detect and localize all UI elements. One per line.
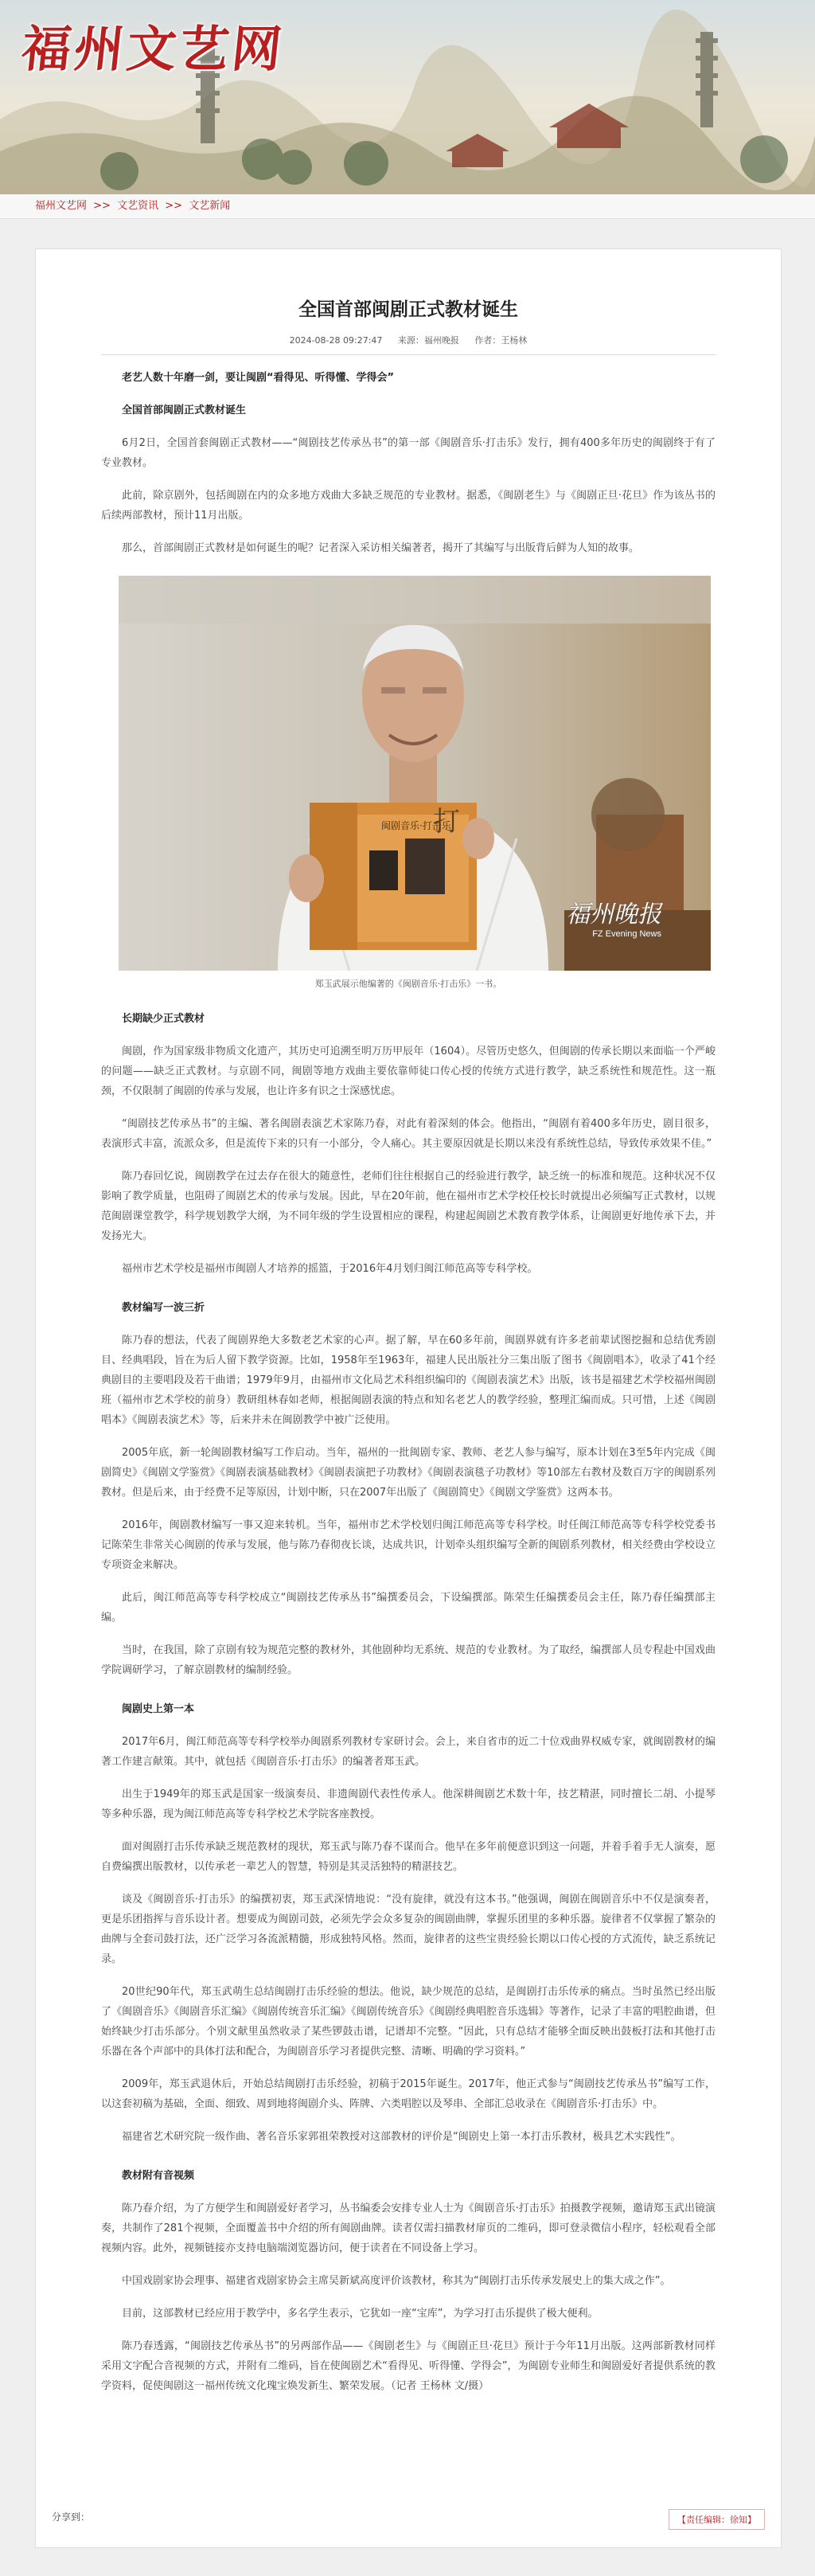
share-label: 分享到： (52, 2512, 91, 2523)
article-paragraph: 谈及《闽剧音乐·打击乐》的编撰初衷，郑玉武深情地说：“没有旋律，就没有这本书。”他强调，闽剧在闽剧音乐中不仅是演奏者，更是乐团指挥与音乐设计者。想要成为闽剧司鼓，必须先学会众多复杂的闽剧曲牌，掌握乐团里的多种乐器。旋律者不仅掌握了繁杂的曲牌与全套司鼓打法，还广泛学习各流派精髓，形成独特风格。然而，旋律者的这些宝贵经验长期以口传心授的方式流传，缺乏系统记录。 (101, 1894, 716, 1965)
article-source: 来源：福州晚报 (397, 335, 459, 346)
photo-watermark (566, 894, 661, 939)
article-photo (119, 576, 711, 971)
article-paragraph: 此后，闽江师范高等专科学校成立“闽剧技艺传承丛书”编撰委员会，下设编撰部。陈荣生任编撰委员会主任，陈乃春任编撰部主编。 (101, 1592, 716, 1624)
article-paragraph: 陈乃春透露，“闽剧技艺传承丛书”的另两部作品——《闽剧老生》与《闽剧正旦·花旦》预计于今年11月出版。这两部新教材同样采用文字配合音视频的方式，并附有二维码，旨在使闽剧艺术“看得见、听得懂、学得会”，为闽剧专业师生和闽剧爱好者提供系统的教学资料，促使闽剧这一福州传统文化瑰宝焕发新生、繁荣发展。（记者 王杨林 文/摄） (101, 2340, 716, 2392)
article-paragraph: 当时，在我国，除了京剧有较为规范完整的教材外，其他剧种均无系统、规范的专业教材。为了取经，编撰部人员专程赴中国戏曲学院调研学习，了解京剧教材的编制经验。 (101, 1644, 716, 1676)
section-heading: 教材附有音视频 (122, 2170, 195, 2182)
article-paragraph: 6月2日，全国首套闽剧正式教材——“闽剧技艺传承丛书”的第一部《闽剧音乐·打击乐》发行，拥有400多年历史的闽剧终于有了专业教材。 (101, 437, 716, 469)
article-subtitle: 老艺人数十年磨一剑，要让闽剧“看得见、听得懂、学得会” (122, 372, 395, 384)
svg-text:打: 打 (433, 806, 460, 838)
breadcrumb-news-link[interactable]: 文艺资讯 (117, 200, 159, 212)
section-heading: 教材编写一波三折 (122, 1302, 205, 1314)
site-logo[interactable]: 福州文艺网 (18, 20, 288, 78)
breadcrumb-separator: >> (93, 200, 111, 212)
article-title: 全国首部闽剧正式教材诞生 (298, 299, 518, 320)
article-paragraph: 2005年底，新一轮闽剧教材编写工作启动。当年，福州的一批闽剧专家、教师、老艺人参与编写，原本计划在3至5年内完成《闽剧简史》《闽剧文学鉴赏》《闽剧表演基础教材》《闽剧表演把子功教材》《闽剧表演毯子功教材》等10部左右教材及数百万字的闽剧系列教材。但是后来，由于经费不足等原因，计划中断，只在2007年出版了《闽剧简史》《闽剧文学鉴赏》这两本书。 (101, 1447, 716, 1499)
article-date: 2024-08-28 09:27:47 (289, 335, 383, 346)
article-paragraph: 20世纪90年代，郑玉武萌生总结闽剧打击乐经验的想法。他说，缺少规范的总结，是闽剧打击乐传承的痛点。当时虽然已经出版了《闽剧音乐》《闽剧音乐汇编》《闽剧传统音乐汇编》《闽剧传统音乐》《闽剧经典唱腔音乐选辑》等著作，记录了丰富的唱腔曲谱，但始终缺少打击乐部分。个别文献里虽然收录了某些锣鼓击谱，记谱却不完整。“因此，只有总结才能够全面反映出鼓板打法和其他打击乐器在各个声部中的具体打法和配合，为闽剧音乐学习者提供完整、清晰、明确的学习资料。” (101, 1986, 716, 2058)
article-paragraph: 目前，这部教材已经应用于教学中，多名学生表示，它犹如一座“宝库”，为学习打击乐提供了极大便利。 (122, 2308, 599, 2320)
breadcrumb-home-link[interactable]: 福州文艺网 (35, 200, 88, 212)
article-panel (35, 248, 782, 2548)
breadcrumb-art-news-link[interactable]: 文艺新闻 (189, 200, 231, 212)
article-paragraph: 2009年，郑玉武退休后，开始总结闽剧打击乐经验，初稿于2015年诞生。2017年，他正式参与“闽剧技艺传承丛书”编写工作，以这套初稿为基础，全面、细致、周到地将闽剧介头、阵牌、六类唱腔以及琴串、全部汇总收录在《闽剧音乐·打击乐》中。 (101, 2078, 716, 2110)
article-paragraph: 中国戏剧家协会理事、福建省戏剧家协会主席吴新斌高度评价该教材，称其为“闽剧打击乐传承发展史上的集大成之作”。 (122, 2275, 671, 2287)
article-meta (101, 334, 716, 346)
article-paragraph: 出生于1949年的郑玉武是国家一级演奏员、非遗闽剧代表性传承人。他深耕闽剧艺术数十年，技艺精湛，同时擅长二胡、小提琴等多种乐器，现为闽江师范高等专科学校艺术学院客座教授。 (101, 1788, 716, 1820)
photo-watermark-text: FZ Evening News (592, 929, 661, 939)
article-lead-heading: 全国首部闽剧正式教材诞生 (122, 405, 247, 416)
article-paragraph: 面对闽剧打击乐传承缺乏规范教材的现状，郑玉武与陈乃春不谋而合。他早在多年前便意识到这一问题，并着手着手无人演奏，愿自费编撰出版教材，以传承老一辈艺人的智慧，特别是其灵活独特的精湛技艺。 (101, 1841, 716, 1873)
svg-text:闽剧音乐·打击乐: 闽剧音乐·打击乐 (381, 820, 451, 831)
site-banner (0, 0, 815, 194)
section-heading: 长期缺少正式教材 (122, 1013, 205, 1025)
breadcrumb (0, 194, 815, 219)
article-paragraph: 陈乃春回忆说，闽剧教学在过去存在很大的随意性，老师们往往根据自己的经验进行教学，缺乏统一的标准和规范。这种状况不仅影响了教学质量，也阻碍了闽剧艺术的传承与发展。因此，早在20年前，他在福州市艺术学校任校长时就提出必须编写正式教材，以规范闽剧课堂教学，科学规划教学大纲，为不同年级的学生设置相应的课程，构建起闽剧艺术教育教学体系，让闽剧更好地传承下去，并发扬光大。 (101, 1171, 716, 1242)
photo-watermark-logo: 福州晚报 (566, 901, 661, 928)
breadcrumb-separator: >> (165, 200, 183, 212)
article-sections (101, 990, 716, 2396)
article-paragraph: 闽剧，作为国家级非物质文化遗产，其历史可追溯至明万历甲辰年（1604）。尽管历史悠久，但闽剧的传承长期以来面临一个严峻的问题——缺乏正式教材。与京剧不同，闽剧等地方戏曲主要依靠师徒口传心授的传统方式进行教学，缺乏系统性和规范性。这一瓶颈，不仅限制了闽剧的传承与发展，也让许多有识之士深感忧虑。 (101, 1046, 716, 1097)
article-paragraph: 陈乃春介绍，为了方便学生和闽剧爱好者学习，丛书编委会安排专业人士为《闽剧音乐·打击乐》拍摄教学视频，邀请郑玉武出镜演奏，共制作了281个视频，全面覆盖书中介绍的所有闽剧曲牌。读者仅需扫描教材扉页的二维码，即可登录微信小程序，轻松观看全部视频内容。此外，视频链接亦支持电脑端浏览器访问，便于读者在不同设备上学习。 (101, 2203, 716, 2254)
article-paragraph: 福建省艺术研究院一级作曲、著名音乐家郭祖荣教授对这部教材的评价是“闽剧史上第一本打击乐教材，极具艺术实践性”。 (122, 2131, 681, 2143)
article-paragraph: 陈乃春的想法，代表了闽剧界绝大多数老艺术家的心声。据了解，早在60多年前，闽剧界就有许多老前辈试图挖掘和总结优秀剧目、经典唱段，旨在为后人留下教学资源。比如，1958年至1963年，福建人民出版社分三集出版了图书《闽剧唱本》，收录了41个经典剧目的主要唱段及若干曲谱；1979年9月，由福州市文化局艺术科组织编印的《闽剧表演艺术》出版，该书是福建艺术学校福州闽剧班（福州市艺术学校的前身）教研组林春如老师，根据闽剧表演的特点和知名老艺人的教学经验，整理汇编而成。只可惜，上述《闽剧唱本》《闽剧表演艺术》等，后来并未在闽剧教学中被广泛使用。 (101, 1335, 716, 1426)
article-paragraph: 此前，除京剧外，包括闽剧在内的众多地方戏曲大多缺乏规范的专业教材。据悉，《闽剧老生》与《闽剧正旦·花旦》作为该丛书的后续两部教材，预计11月出版。 (101, 490, 716, 522)
section-heading: 闽剧史上第一本 (122, 1703, 195, 1715)
article-paragraph: 2017年6月，闽江师范高等专科学校举办闽剧系列教材专家研讨会。会上，来自省市的近二十位戏曲界权威专家，就闽剧教材的编著工作建言献策。其中，就包括《闽剧音乐·打击乐》的编著者郑玉武。 (101, 1736, 716, 1768)
responsible-editor: 【责任编辑：徐知】 (669, 2509, 765, 2530)
article-paragraph: 2016年，闽剧教材编写一事又迎来转机。当年，福州市艺术学校划归闽江师范高等专科学校。时任闽江师范高等专科学校党委书记陈荣生非常关心闽剧的传承与发展，他与陈乃春彻夜长谈，达成共识，计划牵头组织编写全新的闽剧系列教材，相关经费由学校设立专项资金来解决。 (101, 1519, 716, 1571)
photo-caption: 郑玉武展示他编著的《闽剧音乐·打击乐》一书。 (314, 979, 502, 989)
article-paragraph: 福州市艺术学校是福州市闽剧人才培养的摇篮，于2016年4月划归闽江师范高等专科学校。 (122, 1263, 538, 1275)
article-paragraph: 那么，首部闽剧正式教材是如何诞生的呢？记者深入采访相关编著者，揭开了其编写与出版背后鲜为人知的故事。 (122, 542, 640, 554)
article-content (101, 249, 716, 2396)
article-paragraph: “闽剧技艺传承丛书”的主编、著名闽剧表演艺术家陈乃春，对此有着深刻的体会。他指出，“闽剧有着400多年历史，剧目很多，表演形式丰富，流派众多，但是流传下来的只有一小部分，令人痛心。其主要原因就是长期以来没有系统性总结，导致传承效果不佳。” (101, 1118, 716, 1150)
article-author: 作者：王杨林 (474, 335, 528, 346)
